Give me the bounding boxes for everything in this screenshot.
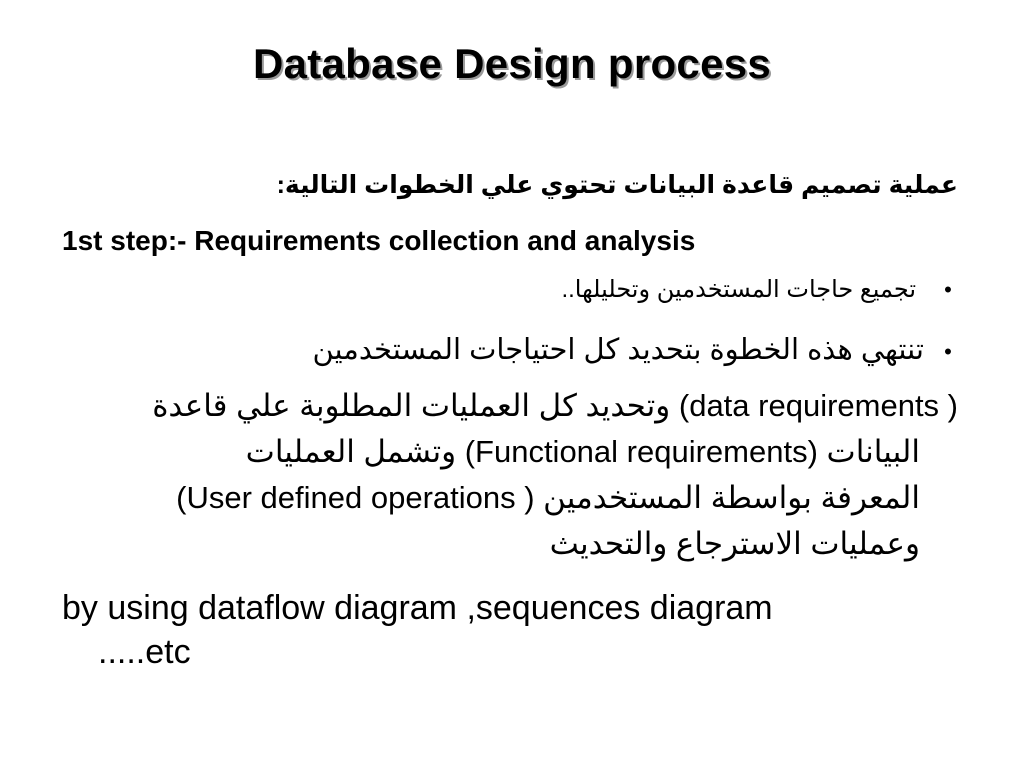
paragraph-text: وتشمل العمليات (245, 434, 465, 469)
paragraph-line (58, 383, 958, 429)
bullet-text: تجميع حاجات المستخدمين وتحليلها.. (561, 276, 916, 303)
paragraph-text: وتحديد كل العمليات المطلوبة علي قاعدة (152, 388, 679, 423)
bullet-item (312, 332, 966, 367)
user-defined-operations-term: (User defined operations ) (176, 480, 535, 515)
bottom-note (62, 586, 773, 674)
step-heading: 1st step:- Requirements collection and analysis (62, 225, 696, 256)
slide-title: Database Design process (252, 40, 772, 87)
functional-requirements-term: (Functional requirements) (464, 434, 818, 469)
paragraph-text: المعرفة بواسطة المستخدمين (534, 480, 920, 515)
paragraph-text: البيانات (817, 434, 920, 469)
bullet-dot-icon: • (944, 277, 952, 302)
bullet-item (561, 275, 966, 304)
bullet-dot-icon: • (944, 339, 952, 364)
requirements-paragraph (58, 383, 958, 567)
paragraph-text: وعمليات الاسترجاع والتحديث (549, 526, 920, 561)
data-requirements-term: (data requirements ) (678, 388, 958, 423)
paragraph-line (58, 429, 958, 475)
paragraph-line (58, 521, 958, 567)
paragraph-line (58, 475, 958, 521)
bottom-note-line: by using dataflow diagram ,sequences diagram (62, 589, 773, 627)
arabic-intro-line: عملية تصميم قاعدة البيانات تحتوي علي الخطوات التالية: (276, 171, 958, 199)
bullet-text: تنتهي هذه الخطوة بتحديد كل احتياجات المستخدمين (312, 334, 924, 366)
bottom-note-line: .....etc (98, 633, 191, 671)
